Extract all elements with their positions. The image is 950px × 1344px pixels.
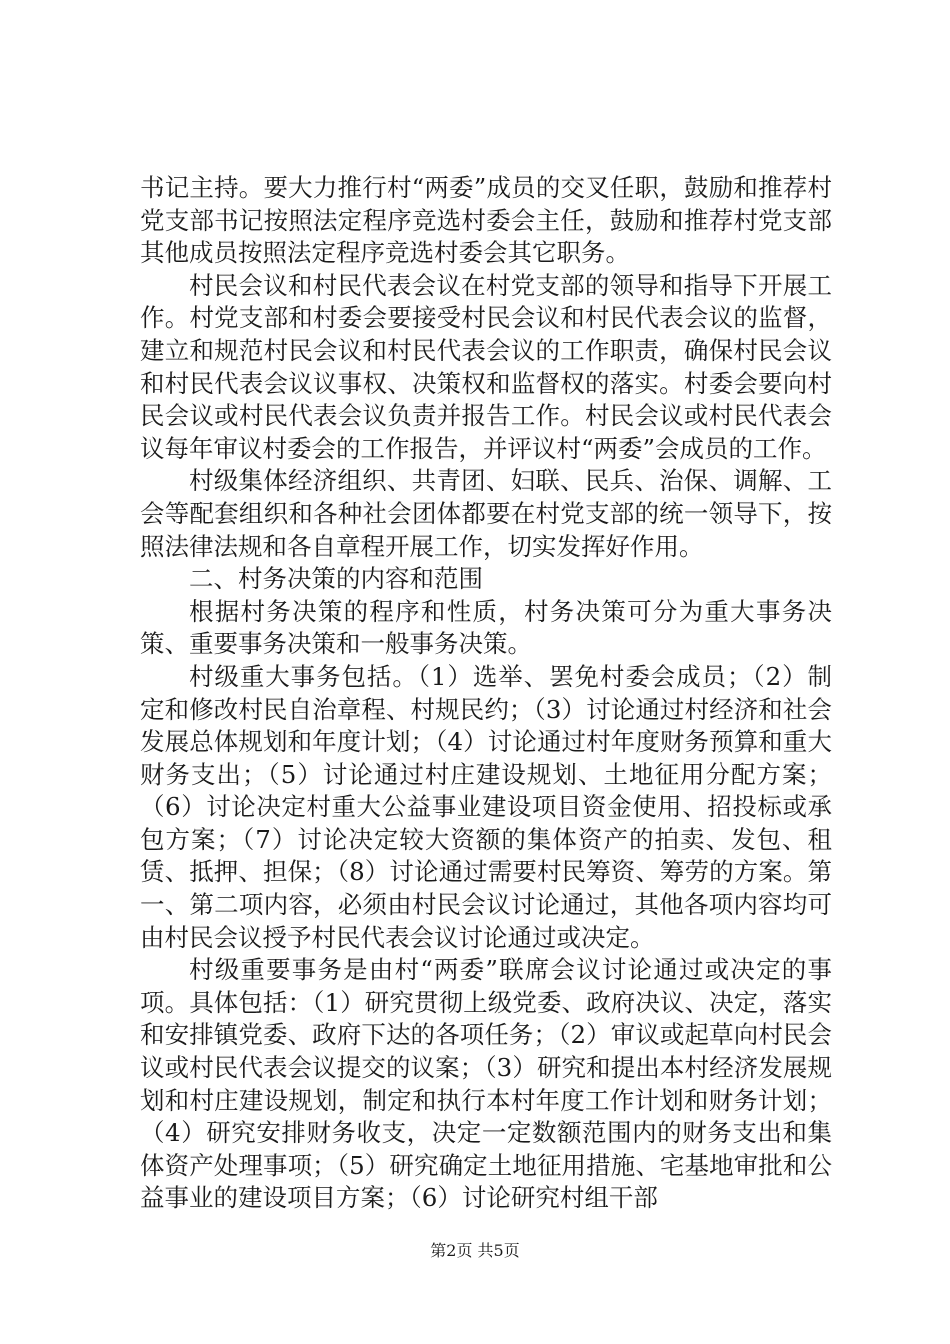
- paragraph-2: 村民会议和村民代表会议在村党支部的领导和指导下开展工作。村党支部和村委会要接受村民会议和村民代表会议的监督，建立和规范村民会议和村民代表会议的工作职责，确保村民会议和村民代表会议议事权、决策权和监督权的落实。村委会要向村民会议或村民代表会议负责并报告工作。村民会议或村民代表会议每年审议村委会的工作报告，并评议村“两委”会成员的工作。: [140, 270, 832, 463]
- paragraph-4: 根据村务决策的程序和性质，村务决策可分为重大事务决策、重要事务决策和一般事务决策。: [140, 596, 832, 659]
- paragraph-6: 村级重要事务是由村“两委”联席会议讨论通过或决定的事项。具体包括：（1）研究贯彻上级党委、政府决议、决定，落实和安排镇党委、政府下达的各项任务；（2）审议或起草向村民会议或村民代表会议提交的议案；（3）研究和提出本村经济发展规划和村庄建设规划，制定和执行本村年度工作计划和财务计划；（4）研究安排财务收支，决定一定数额范围内的财务支出和集体资产处理事项；（5）研究确定土地征用措施、宅基地审批和公益事业的建设项目方案；（6）讨论研究村组干部: [140, 955, 832, 1213]
- paragraph-3: 村级集体经济组织、共青团、妇联、民兵、治保、调解、工会等配套组织和各种社会团体都要在村党支部的统一领导下，按照法律法规和各自章程开展工作，切实发挥好作用。: [140, 466, 832, 561]
- paragraph-5: 村级重大事务包括。（1）选举、罢免村委会成员；（2）制定和修改村民自治章程、村规民约；（3）讨论通过村经济和社会发展总体规划和年度计划；（4）讨论通过村年度财务预算和重大财务支出；（5）讨论通过村庄建设规划、土地征用分配方案；（6）讨论决定村重大公益事业建设项目资金使用、招投标或承包方案；（7）讨论决定较大资额的集体资产的拍卖、发包、租赁、抵押、担保；（8）讨论通过需要村民筹资、筹劳的方案。第一、第二项内容，必须由村民会议讨论通过，其他各项内容均可由村民会议授予村民代表会议讨论通过或决定。: [140, 661, 832, 952]
- page-number-footer: 第2页 共5页: [430, 1241, 520, 1260]
- section-heading: 二、村务决策的内容和范围: [189, 564, 483, 594]
- paragraph-1: 书记主持。要大力推行村“两委”成员的交叉任职，鼓励和推荐村党支部书记按照法定程序竞选村委会主任，鼓励和推荐村党支部其他成员按照法定程序竞选村委会其它职务。: [140, 173, 832, 268]
- document-body: [140, 172, 832, 1215]
